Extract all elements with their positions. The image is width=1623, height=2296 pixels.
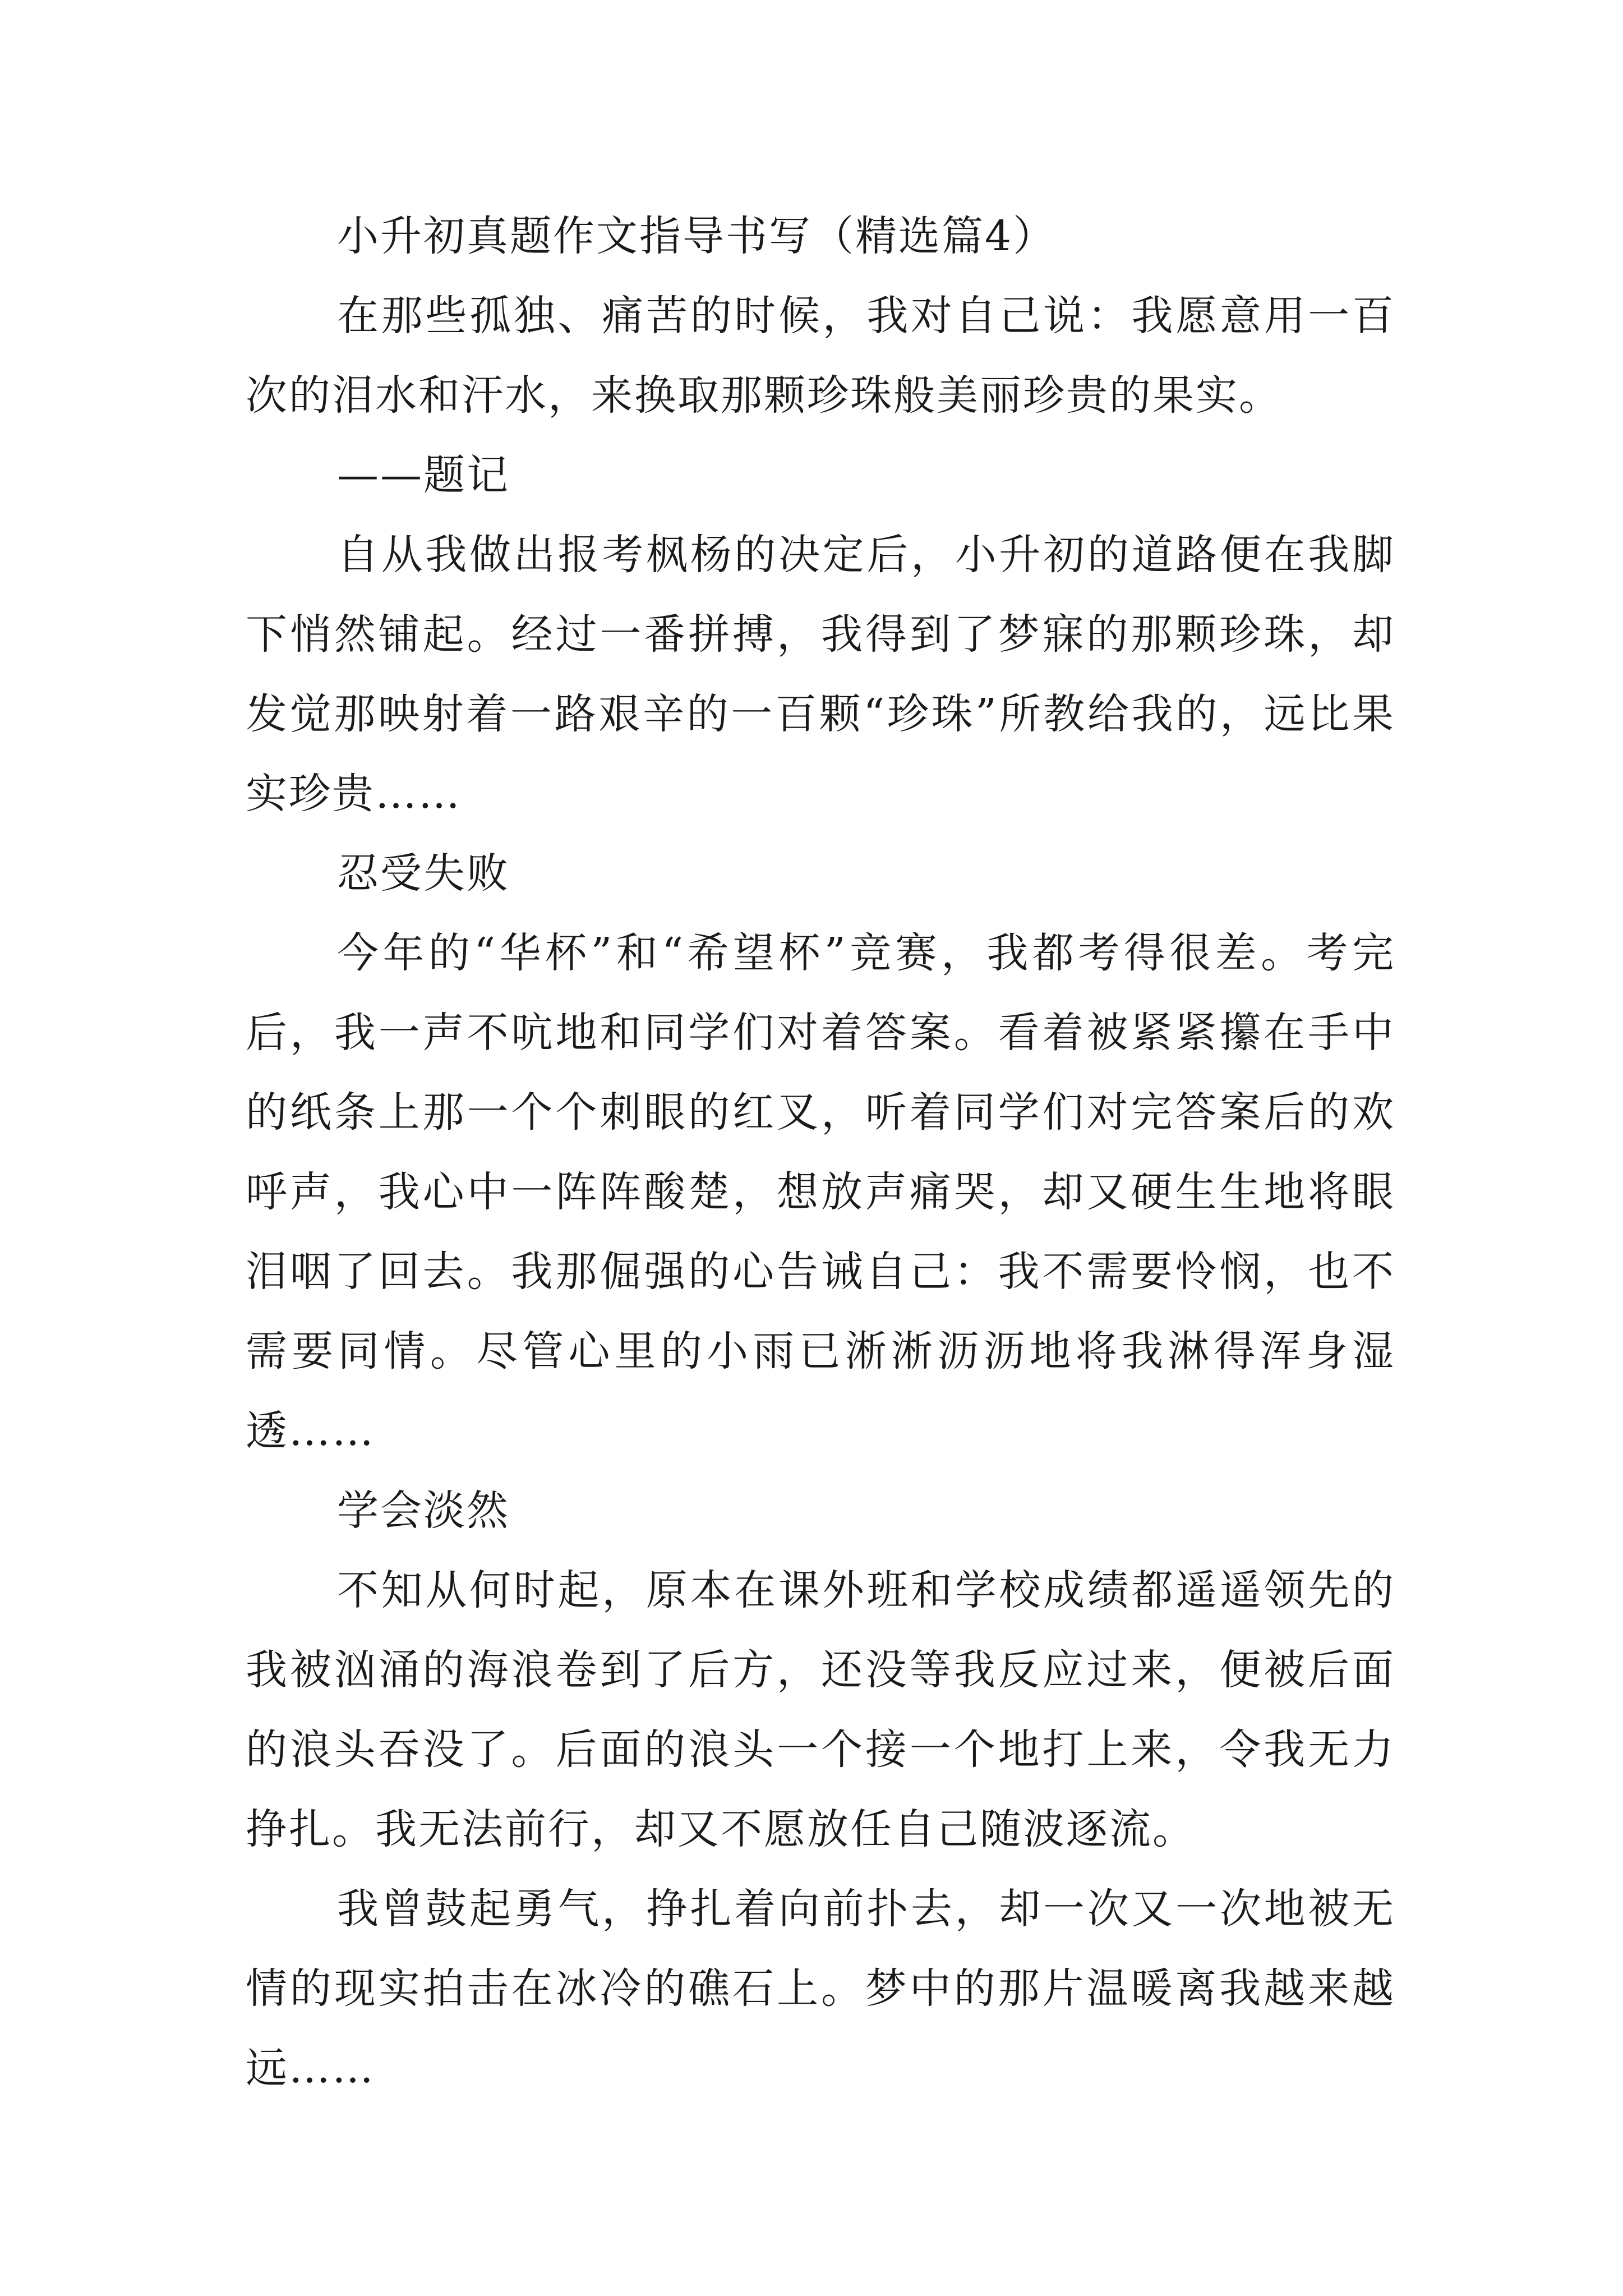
epigraph-label: ——题记 xyxy=(337,451,510,499)
section-paragraph-endure-failure: 今年的“华杯”和“希望杯”竞赛，我都考得很差。考完后，我一声不吭地和同学们对着答案。看着被紧紧攥在手中的纸条上那一个个刺眼的红叉，听着同学们对完答案后的欢呼声，我心中一阵阵酸楚，想放声痛哭，却又硬生生地将眼泪咽了回去。我那倔强的心告诫自己：我不需要怜悯，也不需要同情。尽管心里的小雨已淅淅沥沥地将我淋得浑身湿透…… xyxy=(246,929,1395,1455)
section-paragraph-learn-calm-2: 我曾鼓起勇气，挣扎着向前扑去，却一次又一次地被无情的现实拍击在冰冷的礁石上。梦中的那片温暖离我越来越远…… xyxy=(246,1885,1395,2092)
epigraph-text: 在那些孤独、痛苦的时候，我对自己说：我愿意用一百次的泪水和汗水，来换取那颗珍珠般美丽珍贵的果实。 xyxy=(246,292,1395,420)
section-paragraph-learn-calm-1: 不知从何时起，原本在课外班和学校成绩都遥遥领先的我被汹涌的海浪卷到了后方，还没等我反应过来，便被后面的浪头吞没了。后面的浪头一个接一个地打上来，令我无力挣扎。我无法前行，却又不愿放任自己随波逐流。 xyxy=(246,1566,1395,1853)
section-heading-endure-failure: 忍受失败 xyxy=(337,849,510,898)
intro-paragraph: 自从我做出报考枫杨的决定后，小升初的道路便在我脚下悄然铺起。经过一番拼搏，我得到了梦寐的那颗珍珠，却发觉那映射着一路艰辛的一百颗“珍珠”所教给我的，远比果实珍贵…… xyxy=(246,531,1395,818)
article-body xyxy=(246,196,1395,2108)
document-title: 小升初真题作文指导书写（精选篇4） xyxy=(337,212,1057,260)
section-heading-learn-calm: 学会淡然 xyxy=(337,1487,510,1535)
